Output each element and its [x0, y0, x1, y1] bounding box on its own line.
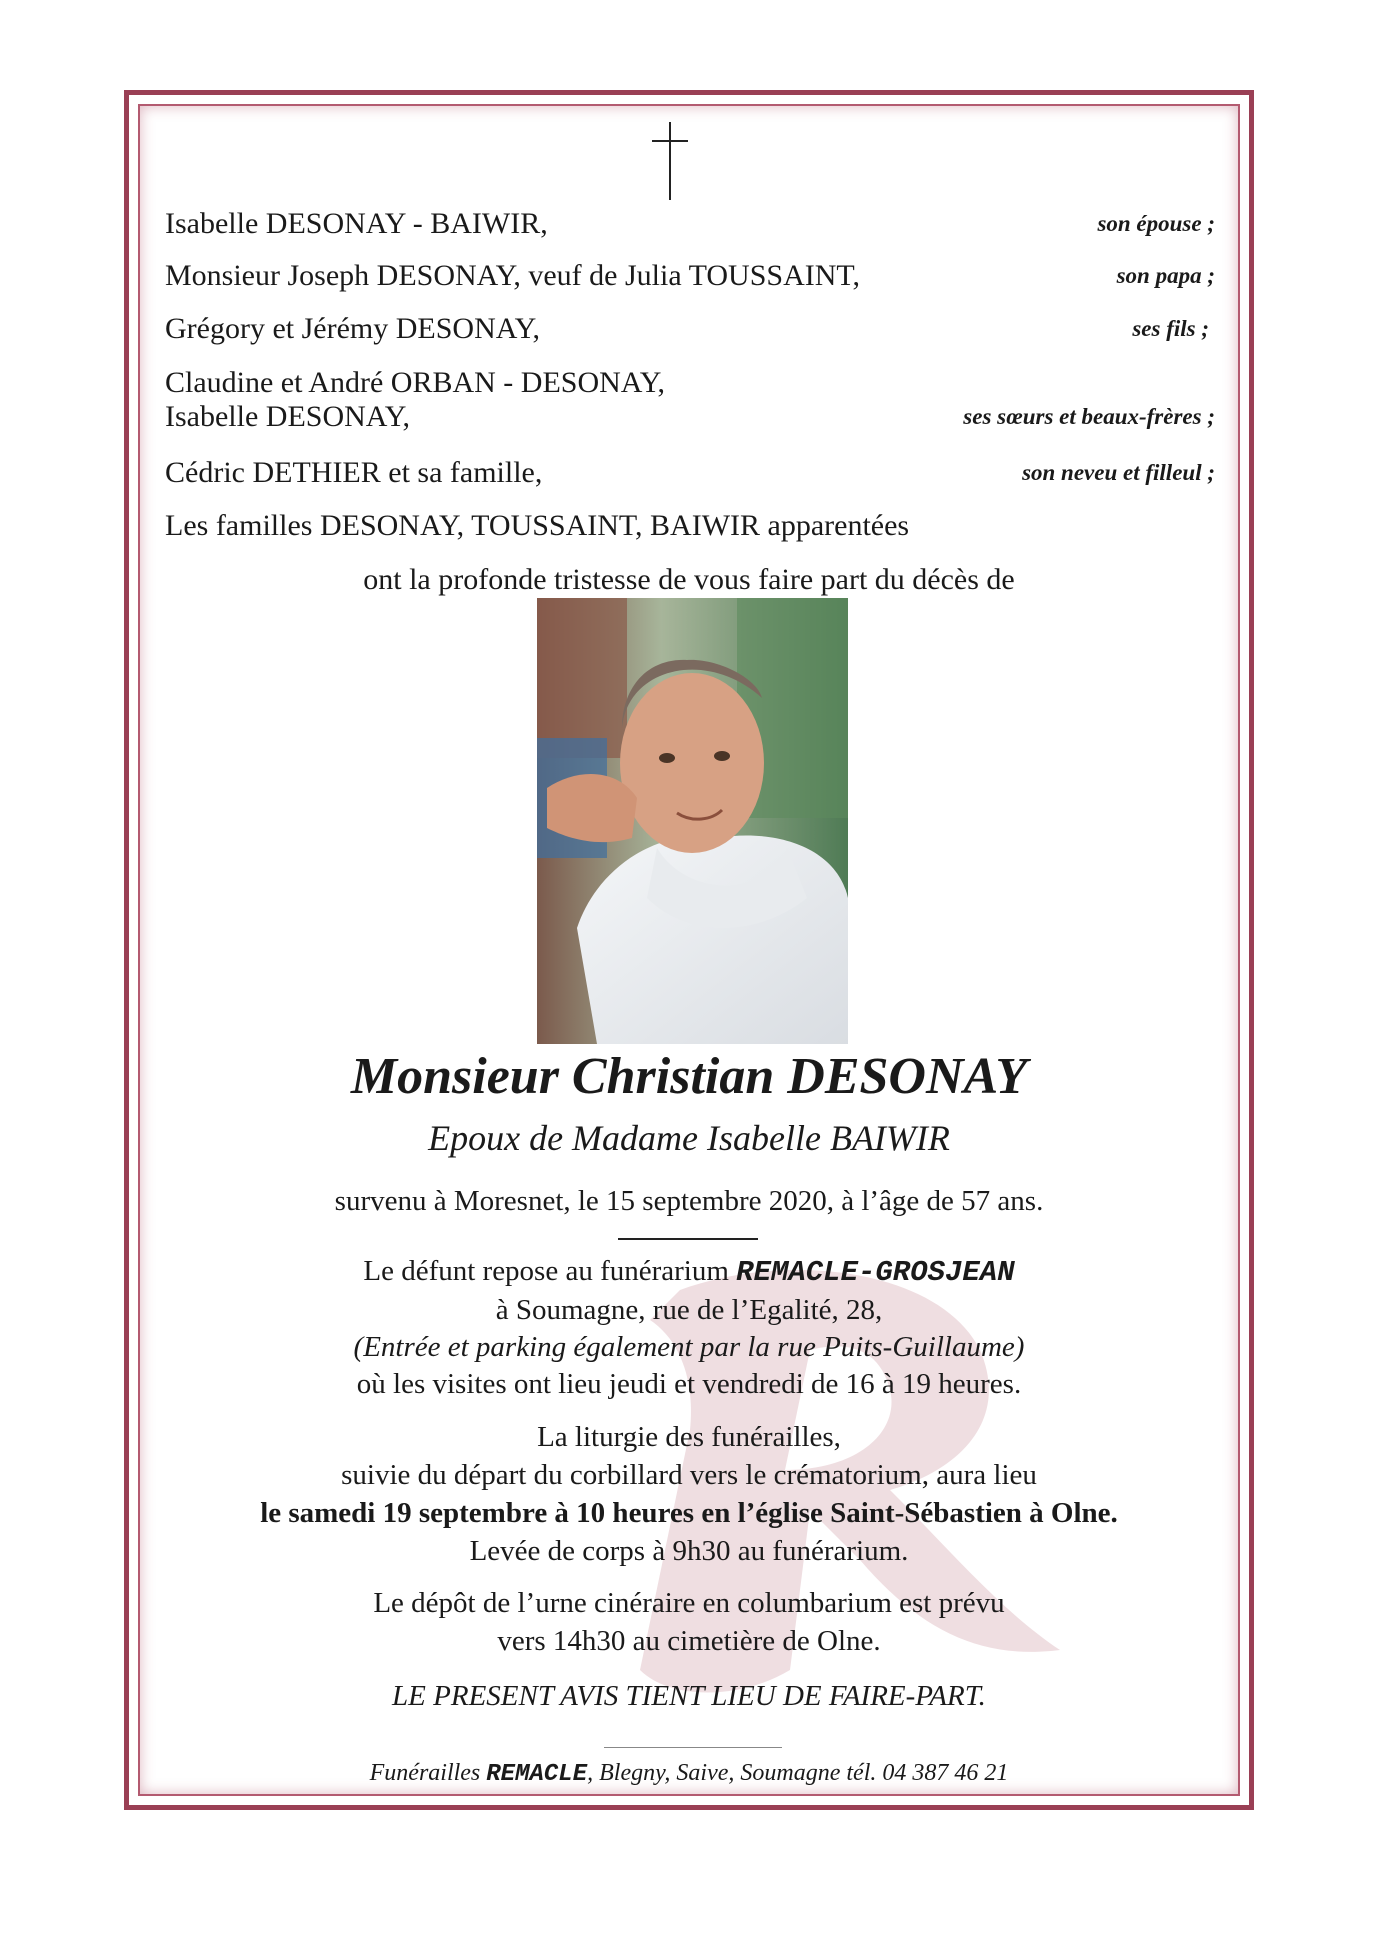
ceremony-line: La liturgie des funérailles, — [537, 1421, 841, 1453]
family-row — [165, 312, 1215, 346]
family-relation: son neveu et filleul ; — [1022, 460, 1215, 485]
family-name: Grégory et Jérémy DESONAY, — [165, 312, 540, 345]
funerarium-address: à Soumagne, rue de l’Egalité, 28, — [495, 1294, 883, 1326]
family-name: Claudine et André ORBAN - DESONAY, — [165, 366, 665, 399]
family-relation: son épouse ; — [1097, 211, 1215, 236]
family-name: Monsieur Joseph DESONAY, veuf de Julia TOUSSAINT, — [165, 259, 861, 292]
funerarium-line — [140, 1255, 1238, 1289]
deceased-name: Monsieur Christian DESONAY — [350, 1048, 1028, 1105]
ceremony-line: suivie du départ du corbillard vers le crématorium, aura lieu — [341, 1459, 1037, 1491]
family-row — [165, 207, 1215, 241]
portrait-photo — [537, 598, 848, 1044]
footer-prefix: Funérailles — [369, 1760, 487, 1786]
spouse-line: Epoux de Madame Isabelle BAIWIR — [428, 1118, 950, 1158]
urn-line: vers 14h30 au cimetière de Olne. — [497, 1625, 881, 1657]
footer — [140, 1760, 1238, 1788]
notice-text: LE PRESENT AVIS TIENT LIEU DE FAIRE-PART. — [392, 1680, 986, 1712]
funerarium-prefix: Le défunt repose au funérarium — [363, 1255, 737, 1287]
death-details: survenu à Moresnet, le 15 septembre 2020, à l’âge de 57 ans. — [334, 1185, 1044, 1217]
family-row — [165, 259, 1215, 293]
visit-hours: où les visites ont lieu jeudi et vendredi de 16 à 19 heures. — [356, 1368, 1022, 1400]
footer-rule — [604, 1747, 782, 1748]
ceremony-line: Levée de corps à 9h30 au funérarium. — [469, 1535, 909, 1567]
urn-line: Le dépôt de l’urne cinéraire en columbarium est prévu — [373, 1587, 1005, 1619]
cross-icon — [648, 122, 692, 200]
separator-rule — [618, 1238, 758, 1240]
footer-suffix: , Blegny, Saive, Soumagne tél. 04 387 46 21 — [587, 1760, 1009, 1786]
family-name: Les familles DESONAY, TOUSSAINT, BAIWIR apparentées — [165, 509, 910, 542]
footer-brand: REMACLE — [486, 1761, 588, 1788]
funerarium-name: REMACLE-GROSJEAN — [736, 1256, 1015, 1289]
intro-text: ont la profonde tristesse de vous faire part du décès de — [363, 563, 1015, 596]
family-row — [165, 366, 1215, 434]
parking-note: (Entrée et parking également par la rue Puits-Guillaume) — [353, 1331, 1025, 1363]
family-relation: ses fils ; — [1132, 316, 1209, 341]
family-relation: ses sœurs et beaux-frères ; — [963, 404, 1215, 429]
family-name: Cédric DETHIER et sa famille, — [165, 456, 543, 489]
family-relation: son papa ; — [1116, 263, 1215, 288]
ceremony-date: le samedi 19 septembre à 10 heures en l’église Saint-Sébastien à Olne. — [260, 1497, 1118, 1529]
family-row — [165, 456, 1215, 490]
family-name: Isabelle DESONAY, — [165, 400, 410, 433]
family-name: Isabelle DESONAY - BAIWIR, — [165, 207, 548, 240]
family-row — [165, 509, 1215, 543]
